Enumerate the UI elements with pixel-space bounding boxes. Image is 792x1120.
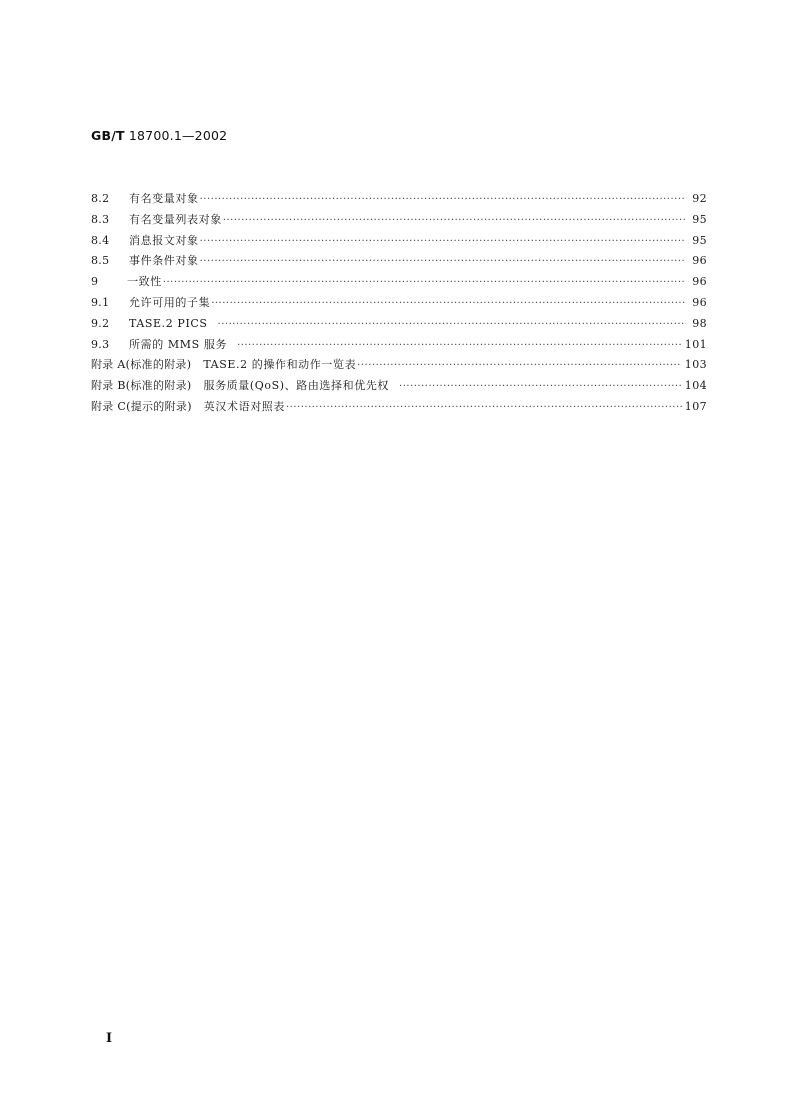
toc-entry-number: 9.2 [91,316,110,330]
toc-entry[interactable] [91,293,707,314]
dot-leader [237,336,682,357]
dot-leader [223,211,686,232]
toc-entry-number: 9.3 [91,337,110,351]
page-number: I [106,1031,113,1046]
toc-entry[interactable] [91,272,707,293]
toc-entry[interactable] [91,210,707,231]
toc-entry-number: 8.3 [91,212,110,226]
toc-entry-page: 95 [692,233,707,247]
toc-entry[interactable] [91,397,707,418]
toc-entry-number: 9.1 [91,295,110,309]
dot-leader [200,190,686,211]
toc-entry-title: 消息报文对象 [129,233,199,247]
dot-leader [211,294,686,315]
toc-entry-page: 96 [692,295,707,309]
toc-entry-title: 事件条件对象 [129,254,199,268]
toc-entry-number: 附录 A(标准的附录) [91,358,192,372]
toc-entry-title: 一致性 [127,275,162,289]
toc-entry[interactable] [91,355,707,376]
page-header [91,128,227,143]
dot-leader [200,232,686,253]
dot-leader [286,398,682,419]
dot-leader [399,377,682,398]
table-of-contents [91,189,707,418]
toc-entry-page: 98 [692,316,707,330]
toc-entry-page: 95 [692,212,707,226]
toc-entry-title: 有名变量对象 [129,192,199,205]
toc-entry[interactable] [91,231,707,252]
toc-entry-title: 所需的 MMS 服务 [129,337,228,351]
toc-entry-page: 101 [684,337,707,351]
standard-code: GB/T [91,128,125,143]
toc-entry-page: 104 [684,379,707,393]
toc-entry-title: 有名变量列表对象 [129,212,222,226]
toc-entry[interactable] [91,189,707,210]
toc-entry-number: 8.2 [91,192,110,205]
toc-entry-number: 8.5 [91,254,110,268]
toc-entry-page: 92 [692,192,707,205]
toc-entry-page: 96 [692,275,707,289]
dot-leader [163,273,686,294]
standard-number: 18700.1—2002 [128,128,228,143]
dot-leader [200,252,686,273]
toc-entry-title: 英汉术语对照表 [203,399,285,413]
toc-entry-number: 附录 B(标准的附录) [91,379,192,393]
toc-entry-number: 9 [91,275,99,289]
toc-entry-number: 附录 C(提示的附录) [91,399,192,413]
toc-entry-page: 107 [684,399,707,413]
toc-entry[interactable] [91,335,707,356]
toc-entry[interactable] [91,251,707,272]
dot-leader [218,315,686,336]
toc-entry[interactable] [91,376,707,397]
toc-entry-title: TASE.2 的操作和动作一览表 [203,358,357,372]
toc-entry-title: 允许可用的子集 [129,295,211,309]
toc-entry-page: 103 [684,358,707,372]
toc-entry-page: 96 [692,254,707,268]
toc-entry-title: 服务质量(QoS)、路由选择和优先权 [203,379,390,393]
toc-entry[interactable] [91,314,707,335]
toc-entry-title: TASE.2 PICS [129,316,208,330]
toc-entry-number: 8.4 [91,233,110,247]
dot-leader [357,356,682,377]
